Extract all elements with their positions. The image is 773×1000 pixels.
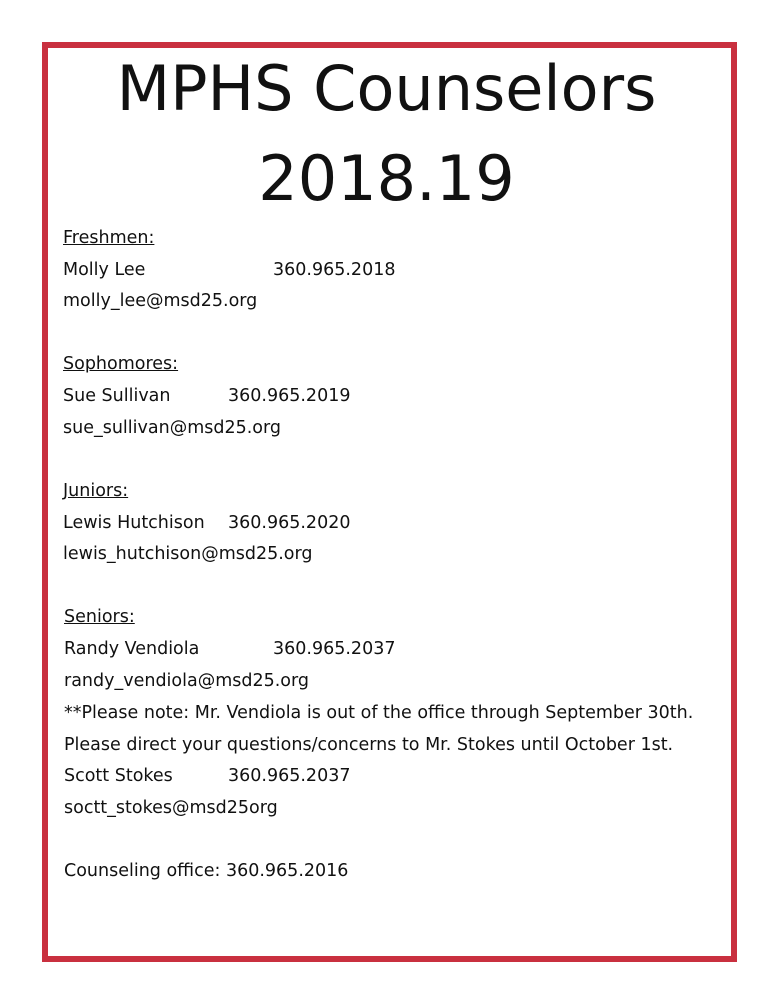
freshmen-counselor-email: molly_lee@msd25.org (63, 291, 258, 311)
page-title: MPHS Counselors (116, 52, 657, 125)
seniors-heading: Seniors: (64, 607, 135, 627)
substitute-counselor-name: Scott Stokes (64, 766, 173, 786)
freshmen-counselor-phone: 360.965.2018 (273, 260, 396, 280)
juniors-counselor-phone: 360.965.2020 (228, 513, 351, 533)
sophomores-heading: Sophomores: (63, 354, 179, 374)
freshmen-heading: Freshmen: (63, 228, 155, 248)
juniors-heading: Juniors: (63, 481, 129, 501)
counseling-office-phone: Counseling office: 360.965.2016 (64, 861, 349, 881)
vendiola-absence-note: **Please note: Mr. Vendiola is out of the office through September 30th. (64, 703, 694, 723)
juniors-counselor-name: Lewis Hutchison (63, 513, 205, 533)
sophomores-counselor-email: sue_sullivan@msd25.org (63, 418, 281, 438)
sophomores-counselor-name: Sue Sullivan (63, 386, 171, 406)
page-subtitle-year: 2018.19 (258, 142, 515, 215)
substitute-counselor-phone: 360.965.2037 (228, 766, 351, 786)
seniors-counselor-email: randy_vendiola@msd25.org (64, 671, 310, 691)
substitute-counselor-email: soctt_stokes@msd25org (64, 798, 278, 818)
sophomores-counselor-phone: 360.965.2019 (228, 386, 351, 406)
seniors-counselor-name: Randy Vendiola (64, 639, 200, 659)
freshmen-counselor-name: Molly Lee (63, 260, 146, 280)
seniors-counselor-phone: 360.965.2037 (273, 639, 396, 659)
juniors-counselor-email: lewis_hutchison@msd25.org (63, 544, 313, 564)
redirect-note: Please direct your questions/concerns to Mr. Stokes until October 1st. (64, 735, 674, 755)
